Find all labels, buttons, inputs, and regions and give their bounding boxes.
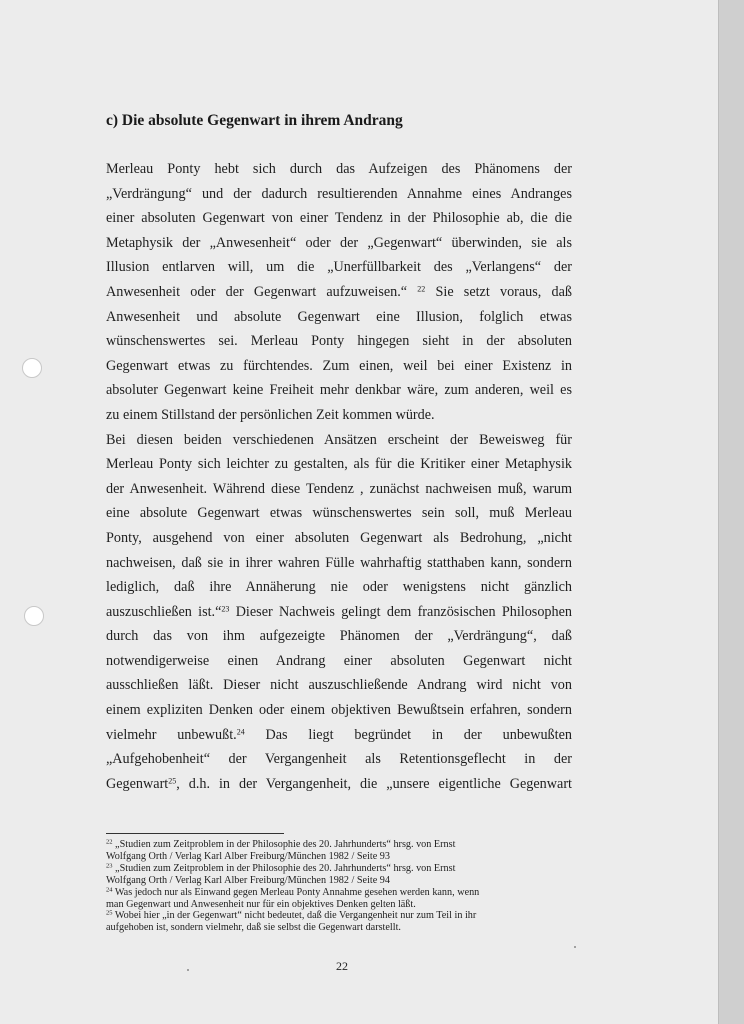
- footnote-line: [106, 839, 566, 851]
- footnote-number: 25: [106, 909, 113, 917]
- text-segment: Dieser Nachweis gelingt dem französischen Philosophen: [235, 603, 572, 620]
- text-line: Anwesenheit und absolute Gegenwart eine Illusion, folglich etwas: [106, 308, 572, 325]
- text-line: durch das von ihm aufgezeigte Phänomen der „Verdrängung“, daß: [106, 628, 572, 645]
- text-segment: vielmehr unbewußt.: [106, 726, 237, 743]
- footnote-text: Was jedoch nur als Einwand gegen Merleau Ponty Annahme gesehen werden kann, wenn: [114, 886, 480, 898]
- footnote-23: [106, 863, 566, 887]
- text-line: eine absolute Gegenwart etwas wünschenswertes sein soll, muß Merleau: [106, 505, 572, 522]
- punch-hole-bottom: [24, 606, 44, 626]
- footnote-ref-23: 23: [221, 604, 230, 614]
- footnote-number: 23: [106, 862, 113, 870]
- text-segment: Gegenwart: [106, 775, 169, 792]
- text-line: Metaphysik der „Anwesenheit“ oder der „Gegenwart“ überwinden, sie als: [106, 234, 572, 251]
- text-line: einer absoluten Gegenwart von einer Tendenz in der Philosophie ab, die die: [106, 210, 572, 227]
- text-line: einem expliziten Denken oder einem objektiven Bewußtsein erfahren, sondern: [106, 702, 572, 719]
- text-line: Bei diesen beiden verschiedenen Ansätzen erscheint der Beweisweg für: [106, 431, 572, 448]
- footnote-number: 24: [106, 886, 113, 894]
- footnote-number: 22: [106, 838, 113, 846]
- text-line: Illusion entlarven will, um die „Unerfüllbarkeit des „Verlangens“ der: [106, 259, 572, 276]
- footnote-text: Wobei hier „in der Gegenwart“ nicht bedeutet, daß die Vergangenheit nur zum Teil in ihr: [114, 910, 477, 922]
- scan-speck: [574, 946, 576, 948]
- scan-speck: [187, 969, 189, 971]
- footnote-24: [106, 887, 566, 911]
- text-segment: Das liegt begründet in der unbewußten: [265, 726, 572, 743]
- text-line: zu einem Stillstand der persönlichen Zeit kommen würde.: [106, 406, 435, 423]
- text-segment: auszuschließen ist.“: [106, 603, 222, 620]
- text-line: Merleau Ponty hebt sich durch das Aufzeigen des Phänomens der: [106, 161, 572, 177]
- footnote-line: [106, 863, 566, 875]
- footnote-line: [106, 887, 566, 899]
- text-line: der Anwesenheit. Während diese Tendenz , zunächst nachweisen muß, warum: [106, 480, 572, 497]
- footnote-text: „Studien zum Zeitproblem in der Philosophie des 20. Jahrhunderts“ hrsg. von Ernst: [115, 839, 456, 850]
- footnotes: [106, 839, 566, 934]
- text-line: lediglich, daß ihre Annäherung nie oder wenigstens nicht gänzlich: [106, 579, 572, 596]
- text-line: [106, 600, 572, 625]
- footnote-line: Wolfgang Orth / Verlag Karl Alber Freiburg/München 1982 / Seite 93: [106, 850, 390, 862]
- footnote-line: aufgehoben ist, sondern vielmehr, daß sie selbst die Gegenwart darstellt.: [106, 922, 401, 934]
- text-line: nachweisen, daß sie in ihrer wahren Fülle wahrhaftig statthaben kann, sondern: [106, 554, 572, 571]
- footnote-ref-22: 22: [417, 284, 426, 294]
- scanner-edge: [718, 0, 744, 1024]
- text-line: „Aufgehobenheit“ der Vergangenheit als Retentionsgeflecht in der: [106, 751, 572, 768]
- page-number: 22: [336, 959, 348, 973]
- text-line: [106, 723, 572, 748]
- text-line: ausschließen läßt. Dieser nicht auszuschließende Andrang wird nicht von: [106, 677, 572, 694]
- footnote-text: „Studien zum Zeitproblem in der Philosophie des 20. Jahrhunderts“ hrsg. von Ernst: [115, 862, 456, 874]
- footnote-line: Wolfgang Orth / Verlag Karl Alber Freiburg/München 1982 / Seite 94: [106, 874, 390, 886]
- text-line: [106, 280, 572, 305]
- footnote-22: [106, 839, 566, 863]
- punch-hole-top: [22, 358, 42, 378]
- footnote-separator: [106, 833, 284, 834]
- body-text: [106, 157, 572, 796]
- footnote-line: [106, 910, 566, 922]
- footnote-ref-24: 24: [236, 727, 245, 737]
- footnote-ref-25: 25: [168, 776, 177, 786]
- text-segment: Anwesenheit oder der Gegenwart aufzuweisen.“: [106, 283, 408, 300]
- text-line: absoluter Gegenwart keine Freiheit mehr denkbar wäre, zum anderen, weil es: [106, 382, 572, 399]
- text-line: Gegenwart etwas zu fürchtendes. Zum einen, weil bei einer Existenz in: [106, 357, 572, 374]
- text-line: „Verdrängung“ und der dadurch resultierenden Annahme eines Andranges: [106, 185, 572, 202]
- text-line: wünschenswertes sei. Merleau Ponty hingegen sieht in der absoluten: [106, 333, 572, 350]
- section-heading: c) Die absolute Gegenwart in ihrem Andrang: [106, 112, 403, 129]
- text-line: [106, 772, 572, 797]
- footnote-25: [106, 910, 566, 934]
- text-line: Merleau Ponty sich leichter zu gestalten, als für die Kritiker einer Metaphysik: [106, 456, 572, 473]
- text-segment: Sie setzt voraus, daß: [435, 283, 573, 300]
- text-line: Ponty, ausgehend von einer absoluten Gegenwart als Bedrohung, „nicht: [106, 529, 572, 546]
- text-line: notwendigerweise einen Andrang einer absoluten Gegenwart nicht: [106, 652, 572, 669]
- text-segment: , d.h. in der Vergangenheit, die „unsere eigentliche Gegenwart: [176, 775, 572, 792]
- footnote-line: man Gegenwart und Anwesenheit nur für ein objektives Denken gelten läßt.: [106, 898, 416, 910]
